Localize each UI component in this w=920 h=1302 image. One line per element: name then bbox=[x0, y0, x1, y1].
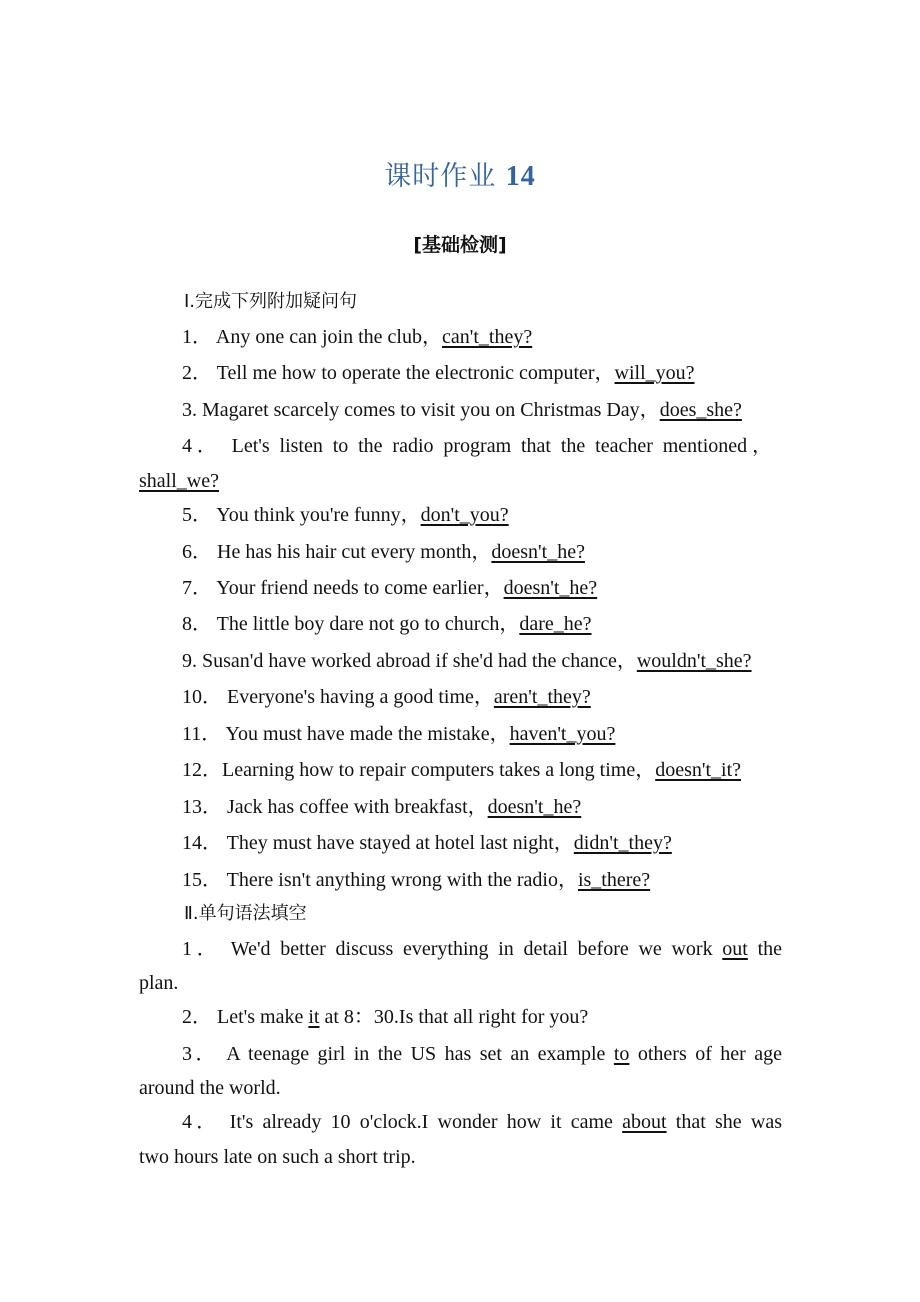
q-num: 2． bbox=[182, 1006, 212, 1028]
q-num: 9. bbox=[182, 650, 202, 672]
question-3 bbox=[182, 398, 742, 422]
q-text: the bbox=[747, 938, 783, 960]
q-text: Jack has coffee with breakfast， bbox=[227, 796, 488, 818]
q-num: 14． bbox=[182, 832, 222, 854]
fill-1-cont: plan. bbox=[139, 972, 179, 994]
question-13 bbox=[182, 795, 581, 819]
title-number: 14 bbox=[505, 161, 536, 192]
q-num: 5． bbox=[182, 504, 212, 526]
q-num: 15． bbox=[182, 869, 222, 891]
q-text: Tell me how to operate the electronic computer， bbox=[216, 362, 615, 384]
q-answer: about bbox=[622, 1111, 667, 1133]
fill-2 bbox=[182, 1005, 588, 1029]
q-text: Susan'd have worked abroad if she'd had the chance， bbox=[202, 650, 637, 672]
fill-4-cont: two hours late on such a short trip. bbox=[139, 1146, 416, 1168]
q-num: 8． bbox=[182, 613, 212, 635]
q-text: Let's listen to the radio program that the teacher mentioned， bbox=[231, 435, 773, 457]
q-num: 1． bbox=[182, 938, 222, 960]
q-answer: doesn't_he? bbox=[491, 541, 585, 563]
q-text: Everyone's having a good time， bbox=[227, 686, 494, 708]
q-answer: wouldn't_she? bbox=[636, 650, 752, 672]
fill-3-cont: around the world. bbox=[139, 1077, 281, 1099]
q-text: It's already 10 o'clock.I wonder how it came bbox=[229, 1111, 623, 1133]
q-text: A teenage girl in the US has set an example bbox=[226, 1043, 614, 1065]
q-text: There isn't anything wrong with the radio， bbox=[226, 869, 578, 891]
question-9 bbox=[182, 649, 752, 673]
q-answer: doesn't_he? bbox=[487, 796, 582, 818]
q-num: 10． bbox=[182, 686, 222, 708]
q-answer: is_there? bbox=[577, 869, 651, 891]
q-text: The little boy dare not go to church， bbox=[216, 613, 520, 635]
question-7 bbox=[182, 576, 597, 600]
q-num: 12． bbox=[182, 759, 222, 781]
q-answer: does_she? bbox=[659, 399, 742, 421]
fill-3 bbox=[182, 1042, 782, 1066]
q-answer: didn't_they? bbox=[573, 832, 672, 854]
q-num: 3． bbox=[182, 1043, 219, 1065]
question-8 bbox=[182, 612, 592, 636]
question-6 bbox=[182, 540, 585, 564]
question-1 bbox=[182, 325, 532, 349]
question-10 bbox=[182, 685, 591, 709]
q-text: They must have stayed at hotel last night， bbox=[226, 832, 574, 854]
q-text: Learning how to repair computers takes a long time， bbox=[222, 759, 656, 781]
fill-4 bbox=[182, 1110, 782, 1134]
q-text: You must have made the mistake， bbox=[225, 723, 510, 745]
q-num: 11． bbox=[182, 723, 222, 745]
q-text: Magaret scarcely comes to visit you on Christmas Day， bbox=[202, 399, 660, 421]
q-answer: doesn't_he? bbox=[503, 577, 598, 599]
question-5 bbox=[182, 503, 509, 527]
section-subtitle: [基础检测] bbox=[413, 234, 507, 256]
q-num: 3. bbox=[182, 399, 202, 421]
q-num: 1． bbox=[182, 326, 212, 348]
q-answer: can't_they? bbox=[441, 326, 533, 348]
q-text: Your friend needs to come earlier， bbox=[216, 577, 504, 599]
question-12 bbox=[182, 758, 741, 782]
question-15 bbox=[182, 868, 650, 892]
q-text: He has his hair cut every month， bbox=[217, 541, 492, 563]
q-num: 13． bbox=[182, 796, 222, 818]
q-num: 2． bbox=[182, 362, 212, 384]
q-answer: aren't_they? bbox=[493, 686, 591, 708]
q-text: others of her age bbox=[629, 1043, 783, 1065]
page-title bbox=[0, 154, 920, 193]
q-num: 4． bbox=[182, 435, 222, 457]
q-answer: shall_we? bbox=[139, 470, 219, 492]
q-num: 7． bbox=[182, 577, 212, 599]
title-text: 课时作业 bbox=[384, 161, 497, 192]
q-text: We'd better discuss everything in detail before we work bbox=[230, 938, 723, 960]
q-text: at 8：30.Is that all right for you? bbox=[319, 1006, 589, 1028]
fill-1 bbox=[182, 937, 782, 961]
q-answer: haven't_you? bbox=[509, 723, 616, 745]
q-num: 4． bbox=[182, 1111, 221, 1133]
question-14 bbox=[182, 831, 672, 855]
q-num: 6． bbox=[182, 541, 212, 563]
q-answer: it bbox=[308, 1006, 320, 1028]
q-answer: doesn't_it? bbox=[655, 759, 742, 781]
q-answer: don't_you? bbox=[420, 504, 509, 526]
q-answer: will_you? bbox=[614, 362, 695, 384]
question-2 bbox=[182, 361, 695, 385]
section1-heading: Ⅰ.完成下列附加疑问句 bbox=[184, 291, 358, 312]
question-4-cont bbox=[139, 469, 219, 493]
question-11 bbox=[182, 722, 615, 746]
q-text: Any one can join the club， bbox=[215, 326, 442, 348]
q-answer: dare_he? bbox=[519, 613, 592, 635]
q-text: that she was bbox=[666, 1111, 783, 1133]
question-4 bbox=[182, 434, 772, 458]
section2-heading: Ⅱ.单句语法填空 bbox=[184, 903, 307, 924]
q-answer: out bbox=[722, 938, 748, 960]
q-text: You think you're funny， bbox=[216, 504, 421, 526]
q-text: Let's make bbox=[217, 1006, 309, 1028]
q-answer: to bbox=[613, 1043, 630, 1065]
